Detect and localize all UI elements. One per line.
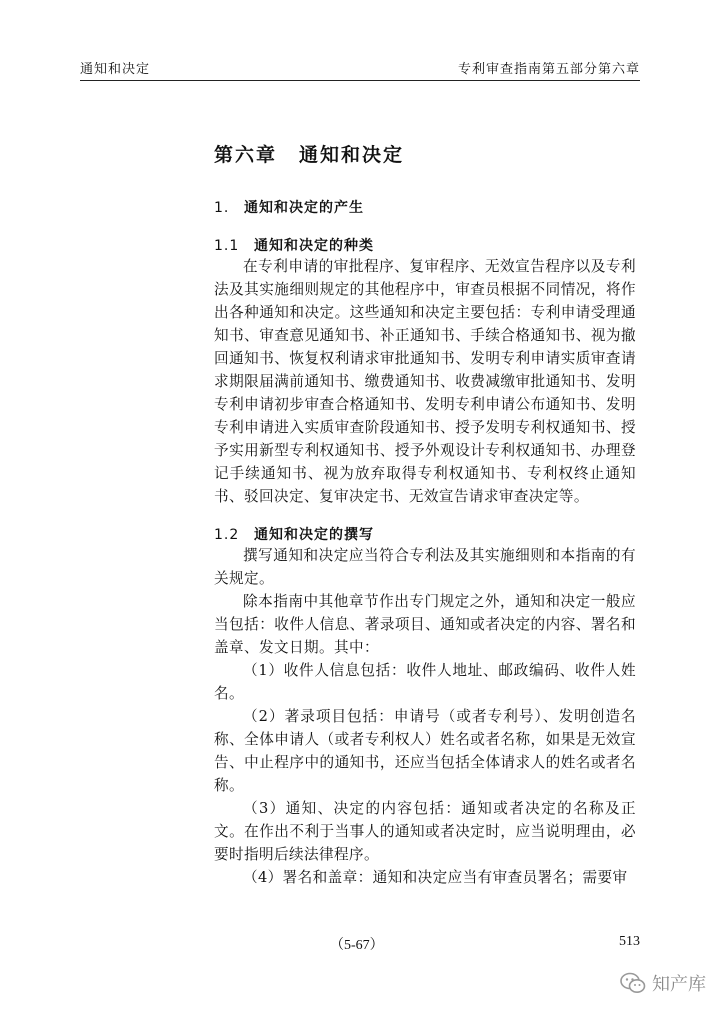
section-heading-1 <box>214 197 636 217</box>
list-item: （2）著录项目包括：申请号（或者专利号）、发明创造名称、全体申请人（或者专利权人）姓名或者名称，如果是无效宣告、中止程序中的通知书，还应当包括全体请求人的姓名或者名称。 <box>214 708 636 794</box>
section-title: 通知和决定的种类 <box>254 238 374 254</box>
section-number: 1. <box>214 200 230 216</box>
section-number: 1.1 <box>214 238 240 254</box>
list-item: （3）通知、决定的内容包括：通知或者决定的名称及正文。在作出不利于当事人的通知或者决定时，应当说明理由，必要时指明后续法律程序。 <box>214 800 636 863</box>
paragraph: 除本指南中其他章节作出专门规定之外，通知和决定一般应当包括：收件人信息、著录项目、通知或者决定的内容、署名和盖章、发文日期。其中： <box>214 593 636 656</box>
watermark-text: 知产库 <box>652 974 706 995</box>
chapter-number: 第六章 <box>214 144 278 166</box>
wechat-icon <box>620 972 646 994</box>
section-title: 通知和决定的撰写 <box>254 527 374 543</box>
section-heading-1-2 <box>214 524 636 544</box>
page-content <box>214 140 636 889</box>
paragraph: 在专利申请的审批程序、复审程序、无效宣告程序以及专利法及其实施细则规定的其他程序中，审查员根据不同情况，将作出各种通知和决定。这些通知和决定主要包括：专利申请受理通知书、审查意见通知书、补正通知书、手续合格通知书、视为撤回通知书、恢复权利请求审批通知书、发明专利申请实质审查请求期限届满前通知书、缴费通知书、收费减缴审批通知书、发明专利申请初步审查合格通知书、发明专利申请公布通知书、发明专利申请进入实质审查阶段通知书、授予发明专利权通知书、授予实用新型专利权通知书、授予外观设计专利权通知书、办理登记手续通知书、视为放弃取得专利权通知书、专利权终止通知书、驳回决定、复审决定书、无效宣告请求审查决定等。 <box>214 258 636 505</box>
header-right: 专利审查指南第五部分第六章 <box>457 62 640 77</box>
running-header <box>80 52 640 81</box>
page-code: （5-67） <box>330 938 384 953</box>
list-item: （4）署名和盖章：通知和决定应当有审查员署名；需要审 <box>243 869 628 886</box>
section-title: 通知和决定的产生 <box>244 200 364 216</box>
list-item: （1）收件人信息包括：收件人地址、邮政编码、收件人姓名。 <box>214 662 636 702</box>
chapter-title-text: 通知和决定 <box>299 144 405 166</box>
paragraph: 撰写通知和决定应当符合专利法及其实施细则和本指南的有关规定。 <box>214 547 636 587</box>
section-heading-1-1 <box>214 235 636 255</box>
page-number: 513 <box>619 934 640 949</box>
watermark <box>620 970 706 996</box>
header-left: 通知和决定 <box>80 62 151 77</box>
chapter-title <box>214 140 636 167</box>
section-number: 1.2 <box>214 527 240 543</box>
